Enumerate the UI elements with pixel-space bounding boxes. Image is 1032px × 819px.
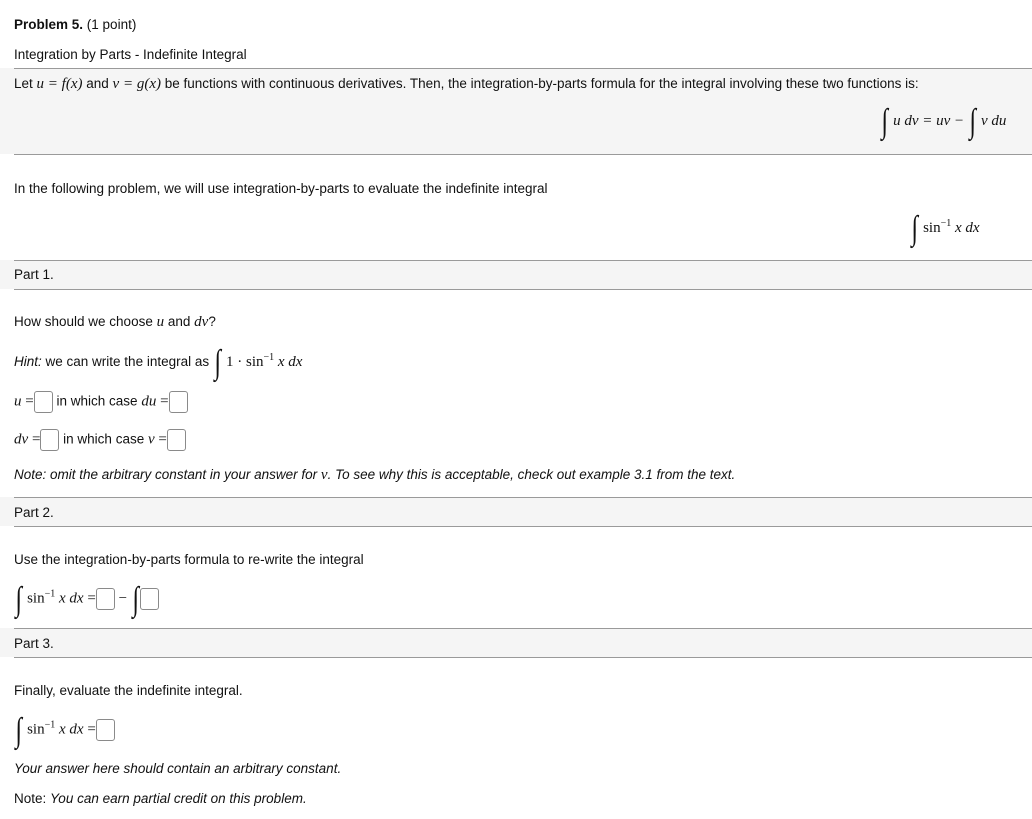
answer-note: Your answer here should contain an arbitrary constant. — [14, 761, 342, 776]
divider — [14, 154, 1032, 155]
hint-sup: −1 — [263, 352, 275, 363]
integral-fn: sin — [923, 220, 941, 236]
integral-sign-icon: ∫ — [911, 210, 918, 247]
question-and: and — [167, 314, 191, 329]
integral-tail: x dx — [59, 721, 84, 738]
divider — [14, 526, 1032, 527]
question-end: ? — [208, 314, 216, 329]
uv-answer-input[interactable] — [96, 588, 115, 610]
minus-sign: − — [118, 590, 128, 607]
part1-title: Part 1. — [14, 267, 54, 282]
divider — [14, 289, 1032, 290]
note-text-2: . To see why this is acceptable, check out example 3.1 from the text. — [327, 467, 736, 482]
equals-sign: = — [87, 590, 96, 607]
row-u-var: u — [14, 393, 22, 410]
credit-text: You can earn partial credit on this problem. — [50, 791, 307, 806]
divider — [14, 497, 1032, 498]
equals-sign: = — [31, 431, 41, 448]
part2-equation — [14, 580, 159, 618]
intro-text — [14, 76, 919, 93]
u-answer-input[interactable] — [34, 391, 53, 413]
row-du-var: du — [141, 393, 157, 410]
integral-sign-icon: ∫ — [969, 103, 976, 140]
vdu-answer-input[interactable] — [140, 588, 159, 610]
integral-sign-icon: ∫ — [15, 711, 22, 749]
part2-title: Part 2. — [14, 505, 54, 520]
partial-credit-note — [14, 791, 307, 806]
final-answer-input[interactable] — [96, 719, 115, 741]
intro-math-u: u = f(x) — [36, 76, 83, 92]
hint-tail: x dx — [277, 354, 303, 370]
credit-label: Note: — [14, 791, 47, 806]
intro-text-3: be functions with continuous derivatives. Then, the integration-by-parts formula for the integral involving these two functions is: — [164, 76, 919, 91]
part1-question — [14, 314, 216, 331]
question-text: How should we choose — [14, 314, 153, 329]
integral-tail: x dx — [955, 220, 980, 236]
row-u-text: in which case — [56, 393, 138, 409]
row-dv-text: in which case — [63, 431, 145, 447]
divider — [14, 657, 1032, 658]
problem-topic: Integration by Parts - Indefinite Integral — [14, 47, 247, 62]
row-dv-var: dv — [14, 431, 29, 448]
problem-header — [14, 17, 136, 32]
ibp-formula — [880, 103, 1007, 140]
intro-text-2: and — [86, 76, 109, 91]
equals-sign: = — [158, 431, 167, 448]
part2-band — [0, 497, 1032, 526]
integral-sup: −1 — [940, 218, 952, 229]
part1-row-dv — [14, 429, 186, 451]
part1-hint — [14, 344, 303, 381]
part1-note — [14, 467, 735, 484]
equals-sign: = — [25, 393, 34, 410]
equals-sign: = — [87, 721, 96, 738]
integral-sup: −1 — [44, 588, 56, 600]
divider — [14, 628, 1032, 629]
v-answer-input[interactable] — [167, 429, 186, 451]
divider — [14, 260, 1032, 261]
integral-sign-icon: ∫ — [132, 580, 139, 618]
part2-instruction: Use the integration-by-parts formula to re-write the integral — [14, 552, 364, 567]
question-u: u — [156, 314, 165, 330]
problem-points: (1 point) — [86, 17, 137, 32]
integral-sign-icon: ∫ — [214, 344, 221, 381]
note-var: v — [320, 467, 328, 483]
divider — [14, 68, 1032, 69]
part3-band — [0, 628, 1032, 657]
part3-equation — [14, 711, 115, 749]
hint-math: 1 · sin — [225, 354, 264, 370]
formula-left: u dv = uv − — [893, 113, 965, 129]
equals-sign: = — [160, 393, 169, 410]
hint-label: Hint: — [14, 354, 42, 369]
du-answer-input[interactable] — [169, 391, 188, 413]
integral-fn: sin — [27, 590, 45, 607]
integral-tail: x dx — [59, 590, 84, 607]
target-integral — [910, 210, 980, 247]
question-dv: dv — [194, 314, 209, 330]
intro-math-v: v = g(x) — [112, 76, 161, 92]
integral-sign-icon: ∫ — [881, 103, 888, 140]
integral-sup: −1 — [44, 719, 56, 731]
part3-instruction: Finally, evaluate the indefinite integral. — [14, 683, 243, 698]
intro-text-1: Let — [14, 76, 33, 91]
dv-answer-input[interactable] — [40, 429, 59, 451]
integral-fn: sin — [27, 721, 45, 738]
problem-intro-text: In the following problem, we will use integration-by-parts to evaluate the indefinite integral — [14, 181, 548, 196]
formula-right: v du — [981, 113, 1007, 129]
part1-row-u — [14, 391, 188, 413]
row-v-var: v — [147, 431, 155, 448]
problem-label: Problem 5. — [14, 17, 84, 32]
part1-band — [0, 260, 1032, 289]
note-text-1: Note: omit the arbitrary constant in your answer for — [14, 467, 318, 482]
part3-title: Part 3. — [14, 636, 54, 651]
integral-sign-icon: ∫ — [15, 580, 22, 618]
hint-text: we can write the integral as — [45, 354, 210, 369]
